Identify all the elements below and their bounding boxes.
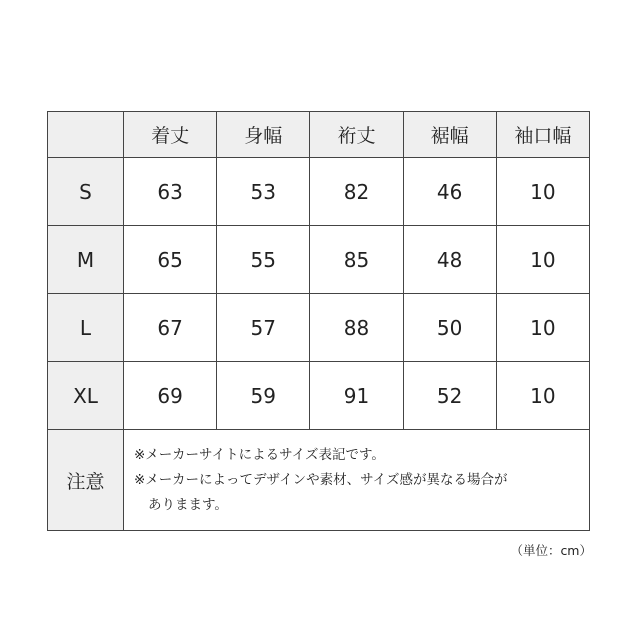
table-cell: 82	[310, 158, 403, 226]
table-cell: 52	[403, 362, 496, 430]
table-cell: 67	[124, 294, 217, 362]
col-header-width: 身幅	[217, 112, 310, 158]
table-cell: 85	[310, 226, 403, 294]
table-cell: 59	[217, 362, 310, 430]
table-cell: 69	[124, 362, 217, 430]
unit-label: （単位：cm）	[510, 543, 592, 558]
table-cell: 63	[124, 158, 217, 226]
size-label: M	[48, 226, 124, 294]
table-row	[48, 362, 590, 430]
note-line: ※メーカーによってデザインや素材、サイズ感が異なる場合が	[134, 471, 508, 488]
table-row	[48, 158, 590, 226]
table-row	[48, 294, 590, 362]
header-row	[48, 112, 590, 158]
table-cell: 10	[496, 294, 589, 362]
table-row	[48, 226, 590, 294]
note-label: 注意	[48, 430, 124, 531]
table-cell: 91	[310, 362, 403, 430]
size-chart-table	[47, 111, 590, 531]
table-cell: 10	[496, 226, 589, 294]
table-cell: 10	[496, 362, 589, 430]
size-label: S	[48, 158, 124, 226]
table-cell: 55	[217, 226, 310, 294]
corner-cell	[48, 112, 124, 158]
table-cell: 88	[310, 294, 403, 362]
col-header-sleeve-length: 裄丈	[310, 112, 403, 158]
col-header-cuff-width: 袖口幅	[496, 112, 589, 158]
table-cell: 53	[217, 158, 310, 226]
size-label: L	[48, 294, 124, 362]
col-header-length: 着丈	[124, 112, 217, 158]
note-row	[48, 430, 590, 531]
table-cell: 65	[124, 226, 217, 294]
table-cell: 46	[403, 158, 496, 226]
table-cell: 48	[403, 226, 496, 294]
table-cell: 57	[217, 294, 310, 362]
note-line: ※メーカーサイトによるサイズ表記です。	[134, 446, 385, 463]
table-cell: 50	[403, 294, 496, 362]
table-cell: 10	[496, 158, 589, 226]
col-header-hem-width: 裾幅	[403, 112, 496, 158]
note-line: ありまます。	[148, 496, 228, 513]
size-label: XL	[48, 362, 124, 430]
note-text	[124, 430, 590, 531]
